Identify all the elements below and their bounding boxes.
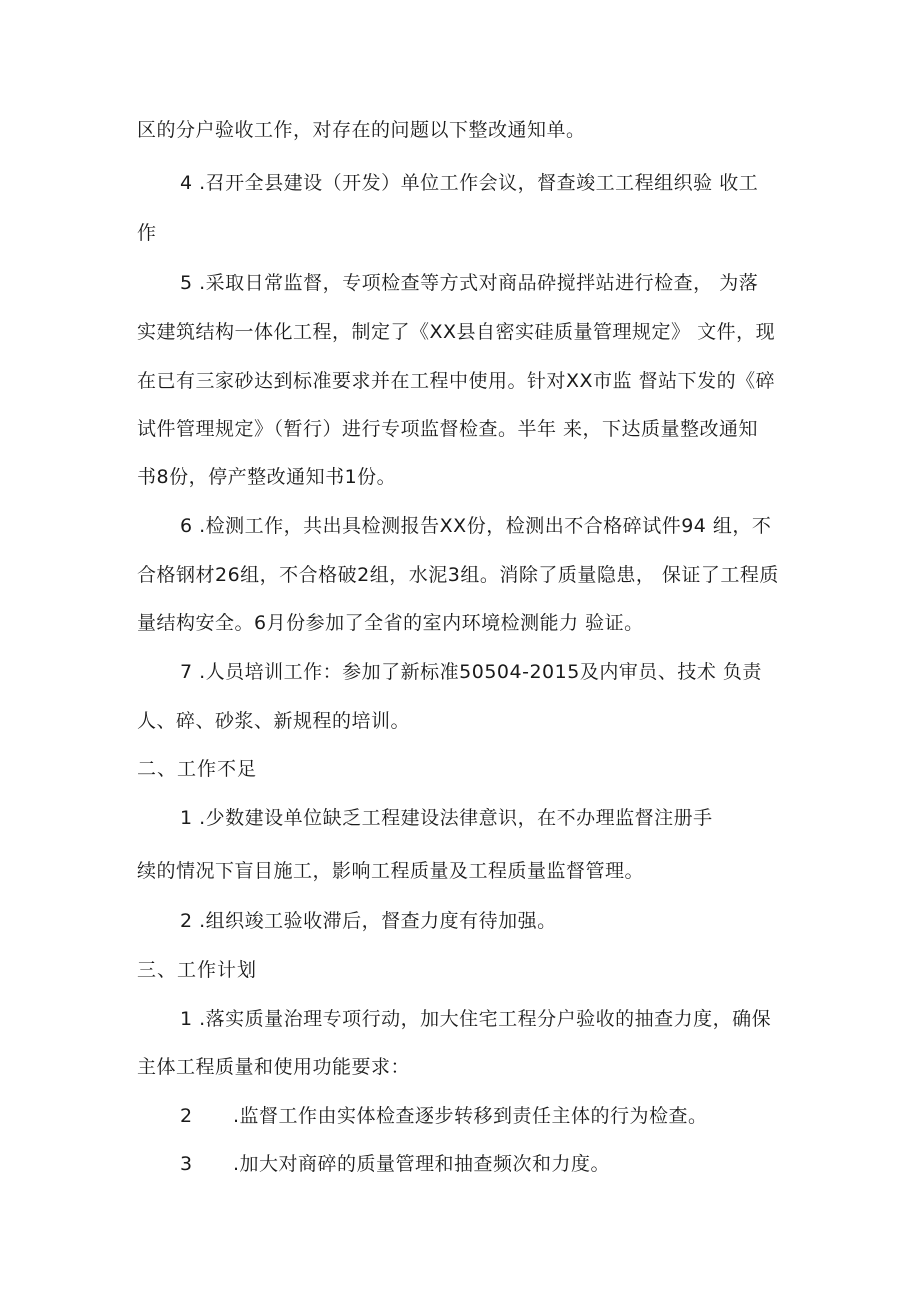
- plan-item-3-text: .加大对商碎的质量管理和抽查频次和力度。: [233, 1153, 611, 1175]
- list-item-4-line2: 作: [137, 222, 157, 244]
- shortcoming-item-1-line1: 1 .少数建设单位缺乏工程建设法律意识，在不办理监督注册手: [180, 807, 713, 829]
- list-item-5-line5: 书8份，停产整改通知书1份。: [137, 466, 397, 488]
- list-item-5-line3: 在已有三家砂达到标准要求并在工程中使用。针对XX市监 督站下发的《碎: [137, 370, 776, 392]
- section-heading-shortcomings: 二、工作不足: [137, 758, 258, 780]
- list-item-4-line1: 4 .召开全县建设（开发）单位工作会议，督查竣工工程组织验 收工: [180, 172, 759, 194]
- plan-item-1-line1: 1 .落实质量治理专项行动，加大住宅工程分户验收的抽查力度，确保: [180, 1008, 772, 1030]
- shortcoming-item-2-line1: 2 .组织竣工验收滞后，督查力度有待加强。: [180, 910, 557, 932]
- list-item-5-line2: 实建筑结构一体化工程，制定了《XX县自密实硅质量管理规定》 文件，现: [137, 321, 776, 343]
- plan-item-2-number: 2: [180, 1105, 193, 1127]
- list-item-7-line2: 人、碎、砂浆、新规程的培训。: [137, 710, 411, 732]
- paragraph-line: 区的分户验收工作，对存在的问题以下整改通知单。: [137, 119, 586, 141]
- shortcoming-item-1-line2: 续的情况下盲目施工，影响工程质量及工程质量监督管理。: [137, 860, 645, 882]
- list-item-5-line4: 试件管理规定》（暂行）进行专项监督检查。半年 来，下达质量整改通知: [137, 418, 759, 440]
- plan-item-3-number: 3: [180, 1153, 193, 1175]
- section-heading-work-plan: 三、工作计划: [137, 959, 258, 981]
- list-item-6-line3: 量结构安全。6月份参加了全省的室内环境检测能力 验证。: [137, 612, 644, 634]
- plan-item-2-text: .监督工作由实体检查逐步转移到责任主体的行为检查。: [233, 1105, 708, 1127]
- list-item-5-line1: 5 .采取日常监督，专项检查等方式对商品砕搅拌站进行检查， 为落: [180, 272, 759, 294]
- list-item-7-line1: 7 .人员培训工作：参加了新标准50504-2015及内审员、技术 负责: [180, 661, 762, 683]
- plan-item-1-line2: 主体工程质量和使用功能要求：: [137, 1056, 411, 1078]
- list-item-6-line2: 合格钢材26组，不合格破2组，水泥3组。消除了质量隐患， 保证了工程质: [137, 564, 779, 586]
- list-item-6-line1: 6 .检测工作，共出具检测报告XX份，检测出不合格碎试件94 组，不: [180, 515, 772, 537]
